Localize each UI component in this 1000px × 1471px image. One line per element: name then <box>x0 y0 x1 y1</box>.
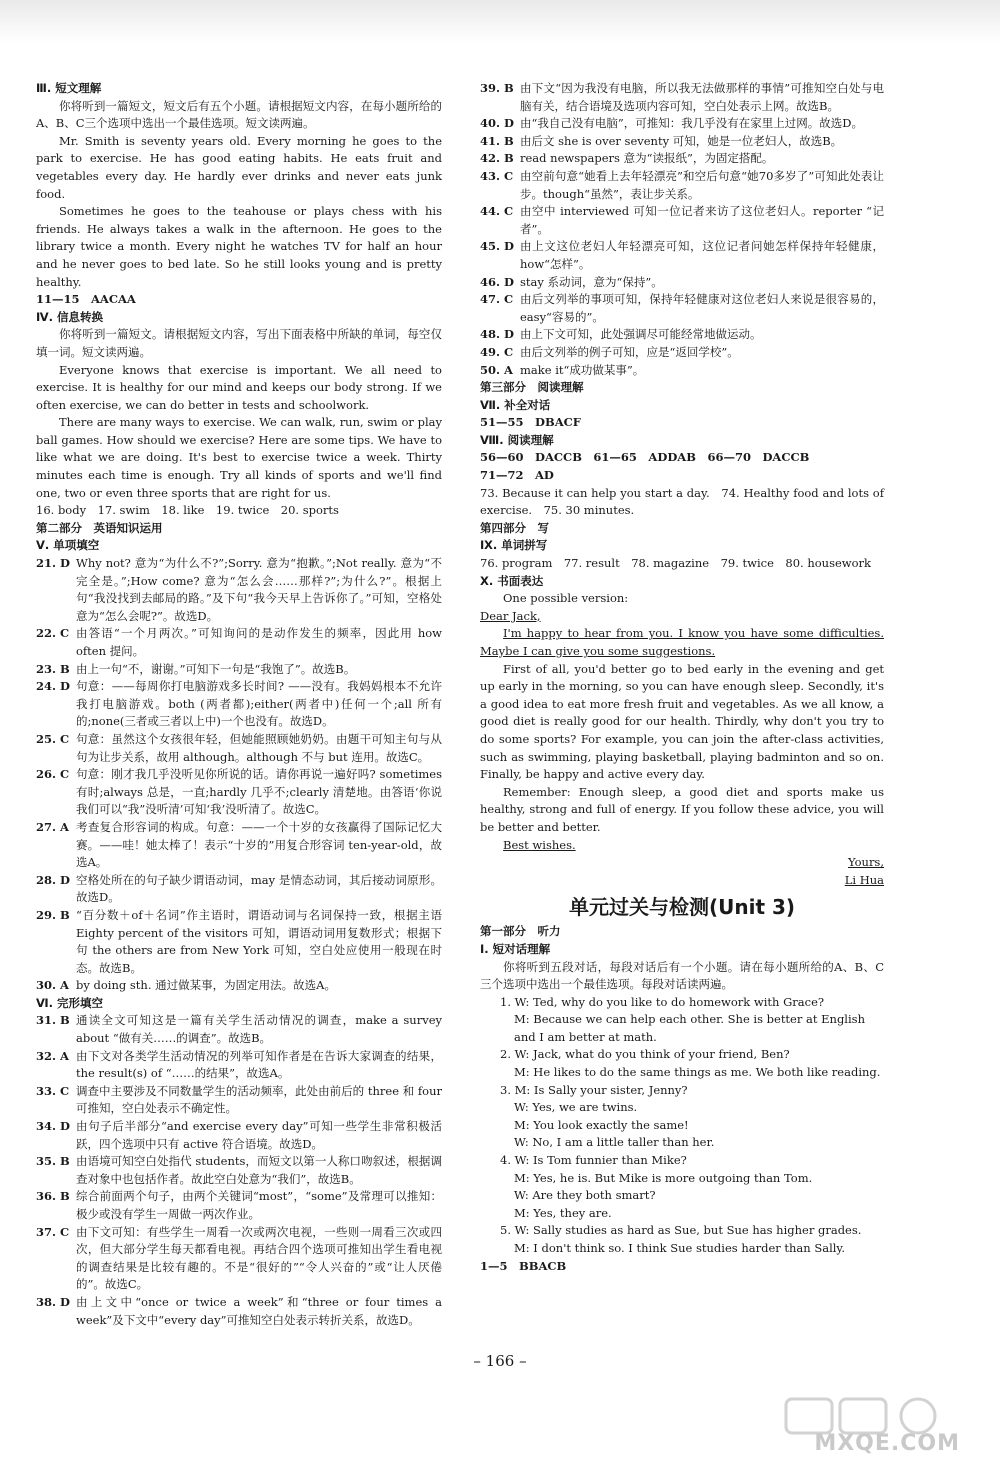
answer-number: 25. C <box>36 731 70 746</box>
answer-explanation: 由答语“一个月两次。”可知询问的是动作发生的频率，因此用 how often 提问。 <box>76 626 442 658</box>
part-2-heading: 第二部分 英语知识运用 <box>36 520 163 535</box>
section-4-passage-1: Everyone knows that exercise is important. We all need to exercise. It is healthy for our mind and keeps our body strong. If we often exercise, we can do better in tests and schoolwork. <box>36 362 442 412</box>
section-1-heading: Ⅰ. 短对话理解 <box>480 941 551 956</box>
answer-number: 43. C <box>480 168 514 183</box>
section-3-instructions: 你将听到一篇短文，短文后有五个小题。请根据短文内容，在每小题所给的A、B、C三个选项中选出一个最佳选项。短文读两遍。 <box>36 98 442 131</box>
section-5-heading: Ⅴ. 单项填空 <box>36 538 100 553</box>
answer-item <box>36 1294 442 1329</box>
answer-number: 47. C <box>480 292 514 307</box>
answer-explanation: 由后文列举的例子可知，应是“返回学校”。 <box>520 344 739 359</box>
answer-number: 45. D <box>480 239 514 254</box>
answer-number: 50. A <box>480 362 513 377</box>
answer-number: 29. B <box>36 907 70 922</box>
answer-explanation: 由上文这位老妇人年轻漂亮可知，这位记者问她怎样保持年轻健康，how“怎样”。 <box>520 239 884 271</box>
answer-item <box>480 362 884 380</box>
dialogue-line: 3. M: Is Sally your sister, Jenny? <box>500 1082 688 1097</box>
dialogue-line: M: I don't think so. I think Sue studies harder than Sally. <box>514 1241 846 1255</box>
part-1-heading: 第一部分 听力 <box>480 924 561 939</box>
watermark-text: MXQE.COM <box>814 1431 960 1456</box>
scan-top-shadow <box>0 0 1000 44</box>
answer-explanation: 由下文可知：有些学生一周看一次或两次电视，一些则一周看三次或四次，但大部分学生每天都看电视。再结合四个选项可推知出学生看电视的调查结果是比较有趣的。不是“很好的”“令人兴奋的”或“让人厌倦的”。故选C。 <box>76 1224 442 1292</box>
dialogue-line: M: Because we can help each other. She is better at English and I am better at math. <box>514 1012 865 1044</box>
answer-item <box>480 80 884 115</box>
section-3-answers: 11—15 AACAA <box>36 292 136 307</box>
answer-explanation: 由后文 she is over seventy 可知，她是一位老妇人，故选B。 <box>520 133 843 148</box>
essay-signature: Li Hua <box>844 872 884 887</box>
answer-number: 39. B <box>480 81 514 95</box>
section-10-heading: Ⅹ. 书面表达 <box>480 573 544 588</box>
part-4-heading: 第四部分 写 <box>480 520 549 535</box>
answer-item <box>36 661 442 679</box>
section-4-passage-2: There are many ways to exercise. We can walk, run, swim or play ball games. How should we exercise? Here are some tips. We have to like what we are doing. It's best to exercise twice a week. Thirty minutes each time is enough. Try all kinds of sports and we'll find one, two or even three sports that are right for us. <box>36 415 442 500</box>
answer-item <box>480 115 884 133</box>
answer-number: 49. C <box>480 344 514 359</box>
answer-number: 38. D <box>36 1294 70 1309</box>
answer-item <box>36 872 442 907</box>
answer-item <box>36 1153 442 1188</box>
answer-item <box>36 678 442 731</box>
answer-item <box>36 555 442 625</box>
cloze-explanations-right <box>480 80 884 379</box>
essay-body-1: First of all, you'd better go to bed early in the evening and get up early in the morning, so you can have enough sleep. Secondly, it's a good idea to eat more fresh fruit and vegetables. As we all know, a good diet is really good for our health. Thirdly, why don't you try to do some sports? For example, you can join the after-class activities, such as swimming, playing basketball, playing badminton and so on. Finally, be happy and active every day. <box>480 661 884 782</box>
answer-number: 26. C <box>36 767 70 782</box>
section-4-answers: 16. body 17. swim 18. like 19. twice 20. sports <box>36 503 339 518</box>
answer-explanation: 由句子后半部分“and exercise every day”可知一些学生非常积极活跃，四个选项中只有 active 符合语境。故选D。 <box>76 1119 442 1151</box>
dialogue-line: M: Yes, they are. <box>514 1205 612 1220</box>
answer-number: 42. B <box>480 151 514 166</box>
answer-number: 35. B <box>36 1154 70 1169</box>
answer-explanation: 由“我自己没有电脑”，可推知：我几乎没有在家里上过网。故选D。 <box>520 116 863 131</box>
dialogue-line: M: He likes to do the same things as me. We both like reading. <box>514 1065 881 1080</box>
section-4-instructions: 你将听到一篇短文。请根据短文内容，写出下面表格中所缺的单词，每空仅填一词。短文读两遍。 <box>36 327 442 359</box>
answer-explanation: 由空前句意“她看上去年轻漂亮”和空后句意“她70多岁了”可知此处表让步。though“虽然”，表让步关系。 <box>520 168 884 201</box>
answer-item <box>36 977 442 995</box>
answer-explanation: read newspapers 意为“读报纸”，为固定搭配。 <box>520 151 774 166</box>
section-9-heading: Ⅸ. 单词拼写 <box>480 538 548 553</box>
dialogue-line: W: Yes, we are twins. <box>514 1100 638 1115</box>
essay-version-label: One possible version: <box>503 591 629 606</box>
section-3-heading: Ⅲ. 短文理解 <box>36 81 102 95</box>
answer-explanation: Why not? 意为“为什么不?”;Sorry. 意为“抱歉。”;Not really. 意为“不完全是。”;How come? 意为“怎么会……那样?”;为什么?”。根据上句“我没找到去邮局的路。”及下句“我今天早上告诉你了。”可知，空格处意为“怎么会呢?”。故选D。 <box>76 556 442 623</box>
part-3-heading: 第三部分 阅读理解 <box>480 380 584 395</box>
essay-closing: Best wishes. <box>503 837 576 852</box>
answer-item <box>36 1083 442 1118</box>
answer-item <box>36 907 442 977</box>
section-7-heading: Ⅶ. 补全对话 <box>480 397 551 412</box>
right-column <box>480 80 884 1275</box>
section-8-answers-b: 71—72 AD <box>480 468 554 483</box>
answer-number: 32. A <box>36 1048 69 1063</box>
dialogue-line: 2. W: Jack, what do you think of your friend, Ben? <box>500 1047 790 1062</box>
answer-item <box>36 1012 442 1047</box>
answer-item <box>36 731 442 766</box>
answer-item <box>480 344 884 362</box>
answer-number: 41. B <box>480 133 514 148</box>
answer-explanation: “百分数＋of＋名词”作主语时，谓语动词与名词保持一致，根据主语 Eighty percent of the visitors 可知，谓语动词用复数形式；根据下句 the others are from New York 可知，空白处应使用一般现在时态。故选B。 <box>76 907 442 975</box>
section-1-instructions: 你将听到五段对话，每段对话后有一个小题。请在每小题所给的A、B、C三个选项中选出一个最佳选项。每段对话读两遍。 <box>480 959 884 992</box>
answer-explanation: 由空中 interviewed 可知一位记者来访了这位老妇人。reporter “记者”。 <box>520 204 884 236</box>
dialogue-line: W: Are they both smart? <box>514 1188 656 1203</box>
answer-number: 31. B <box>36 1013 70 1028</box>
answer-number: 34. D <box>36 1119 70 1134</box>
answer-explanation: 综合前面两个句子，由两个关键词“most”，“some”及常理可以推知：极少或没有学生一周做一两次作业。 <box>76 1189 442 1221</box>
dialogue-line: M: Yes, he is. But Mike is more outgoing than Tom. <box>514 1170 813 1185</box>
essay-body-2: Remember: Enough sleep, a good diet and sports make us healthy, strong and full of energy. If you follow these advice, you will be better and better. <box>480 784 884 834</box>
answer-item <box>36 625 442 660</box>
section-3-passage-1: Mr. Smith is seventy years old. Every morning he goes to the park to exercise. He has good eating habits. He eats fruit and vegetables every day. He hardly ever drinks and never eats junk food. <box>36 133 442 201</box>
section-3-passage-2: Sometimes he goes to the teahouse or plays chess with his friends. He always takes a walk in the afternoon. He goes to the library twice a month. Every night he watches TV for half an hour and he never goes to bed late. So he still looks young and is pretty healthy. <box>36 204 442 289</box>
answer-explanation: 考查复合形容词的构成。句意：——一个十岁的女孩赢得了国际记忆大赛。——哇！她太棒了！表示“十岁的”用复合形容词 ten-year-old，故选A。 <box>76 819 442 870</box>
answer-explanation: make it“成功做某事”。 <box>520 362 645 377</box>
essay-salutation: Dear Jack, <box>480 608 541 623</box>
answer-item <box>36 766 442 819</box>
answer-explanation: stay 系动词，意为“保持”。 <box>520 274 663 289</box>
section-7-answers: 51—55 DBACF <box>480 415 581 430</box>
dialogue-line: 1. W: Ted, why do you like to do homework with Grace? <box>500 994 825 1009</box>
answer-item <box>480 291 884 326</box>
answer-number: 28. D <box>36 872 70 887</box>
answer-explanation: 由后文列举的事项可知，保持年轻健康对这位老妇人来说是很容易的，easy“容易的”。 <box>520 292 884 324</box>
essay-yours: Yours, <box>848 855 884 870</box>
answer-number: 24. D <box>36 679 70 694</box>
answer-number: 21. D <box>36 556 70 571</box>
answer-explanation: 由上一句“不，谢谢。”可知下一句是“我饱了”。故选B。 <box>76 661 356 676</box>
answer-explanation: 调查中主要涉及不同数量学生的活动频率，此处由前后的 three 和 four 可推知，空白处表示不确定性。 <box>76 1083 442 1116</box>
section-8-answers-c: 73. Because it can help you start a day. 74. Healthy food and lots of exercise. 75. 30 minutes. <box>480 485 884 518</box>
answer-explanation: 空格处所在的句子缺少谓语动词，may 是情态动词，其后接动词原形。故选D。 <box>76 872 442 905</box>
answer-explanation: 由下文对各类学生活动情况的列举可知作者是在告诉大家调查的结果，the result(s) of “……的结果”，故选A。 <box>76 1048 442 1081</box>
section-8-heading: Ⅷ. 阅读理解 <box>480 432 554 447</box>
page-number: – 166 – <box>473 1352 527 1370</box>
answer-number: 22. C <box>36 626 70 641</box>
essay-opening: I'm happy to hear from you. I know you have some difficulties. Maybe I can give you some suggestions. <box>480 626 884 658</box>
answer-explanation: 由上文中“once or twice a week”和“three or four times a week”及下文中“every day”可推知空白处表示转折关系，故选D。 <box>76 1294 442 1327</box>
answer-explanation: 句意：——每周你打电脑游戏多长时间? ——没有。我妈妈根本不允许我打电脑游戏。both (两者都);either(两者中)任何一个;all 所有的;none(三者或三者以上中)一个也没有。故选D。 <box>76 679 442 729</box>
answer-explanation: 由语境可知空白处指代 students，而短文以第一人称口吻叙述，根据调查对象中也包括作者。故此空白处意为“我们”，故选B。 <box>76 1154 442 1186</box>
answer-number: 27. A <box>36 819 69 834</box>
dialogue-line: M: You look exactly the same! <box>514 1117 689 1132</box>
section-6-heading: Ⅵ. 完形填空 <box>36 995 104 1010</box>
answer-item <box>36 819 442 872</box>
answer-number: 37. C <box>36 1224 70 1239</box>
section-4-heading: Ⅳ. 信息转换 <box>36 309 104 324</box>
answer-item <box>480 168 884 203</box>
section-1-answers: 1—5 BBACB <box>480 1258 567 1273</box>
answer-number: 23. B <box>36 661 70 676</box>
answer-item <box>480 326 884 344</box>
answer-item <box>480 238 884 273</box>
answer-explanation: 由下文“因为我没有电脑，所以我无法做那样的事情”可推知空白处与电脑有关，结合语境及选项内容可知，空白处表示上网。故选B。 <box>520 81 884 113</box>
answer-item <box>36 1188 442 1223</box>
answer-item <box>36 1224 442 1294</box>
answer-number: 33. C <box>36 1083 70 1098</box>
unit-title: 单元过关与检测(Unit 3) <box>568 895 796 920</box>
answer-item <box>36 1048 442 1083</box>
dialogue-line: 4. W: Is Tom funnier than Mike? <box>500 1153 687 1168</box>
answer-explanation: 由上下文可知，此处强调尽可能经常地做运动。 <box>520 327 762 342</box>
single-choice-explanations <box>36 555 442 995</box>
answer-item <box>480 274 884 292</box>
answer-item <box>480 133 884 151</box>
answer-item <box>480 203 884 238</box>
answer-explanation: by doing sth. 通过做某事，为固定用法。故选A。 <box>76 978 336 993</box>
cloze-explanations-left <box>36 1012 442 1329</box>
section-8-answers-a: 56—60 DACCB 61—65 ADDAB 66—70 DACCB <box>480 450 810 465</box>
answer-explanation: 句意：刚才我几乎没听见你所说的话。请你再说一遍好吗? sometimes 有时;always 总是，一直;hardly 几乎不;clearly 清楚地。由答语‘你说我们可以“我”没听清’可知‘我’没听清了。故选C。 <box>76 767 442 817</box>
left-column <box>36 80 442 1329</box>
answer-number: 46. D <box>480 274 514 289</box>
answer-number: 36. B <box>36 1189 70 1204</box>
listening-dialogues <box>480 994 884 1258</box>
dialogue-line: W: No, I am a little taller than her. <box>514 1135 715 1150</box>
answer-item <box>480 150 884 168</box>
answer-number: 44. C <box>480 204 514 219</box>
dialogue-line: 5. W: Sally studies as hard as Sue, but Sue has higher grades. <box>500 1223 862 1238</box>
answer-number: 40. D <box>480 116 514 131</box>
section-9-answers: 76. program 77. result 78. magazine 79. twice 80. housework <box>480 556 872 571</box>
answer-number: 48. D <box>480 327 514 342</box>
answer-explanation: 通读全文可知这是一篇有关学生活动情况的调查，make a survey about “做有关……的调查”。故选B。 <box>76 1013 442 1046</box>
answer-explanation: 句意：虽然这个女孩很年轻，但她能照顾她奶奶。由题干可知主句与从句为让步关系，故用 although。although 不与 but 连用。故选C。 <box>76 731 442 764</box>
answer-item <box>36 1118 442 1153</box>
answer-number: 30. A <box>36 978 69 993</box>
